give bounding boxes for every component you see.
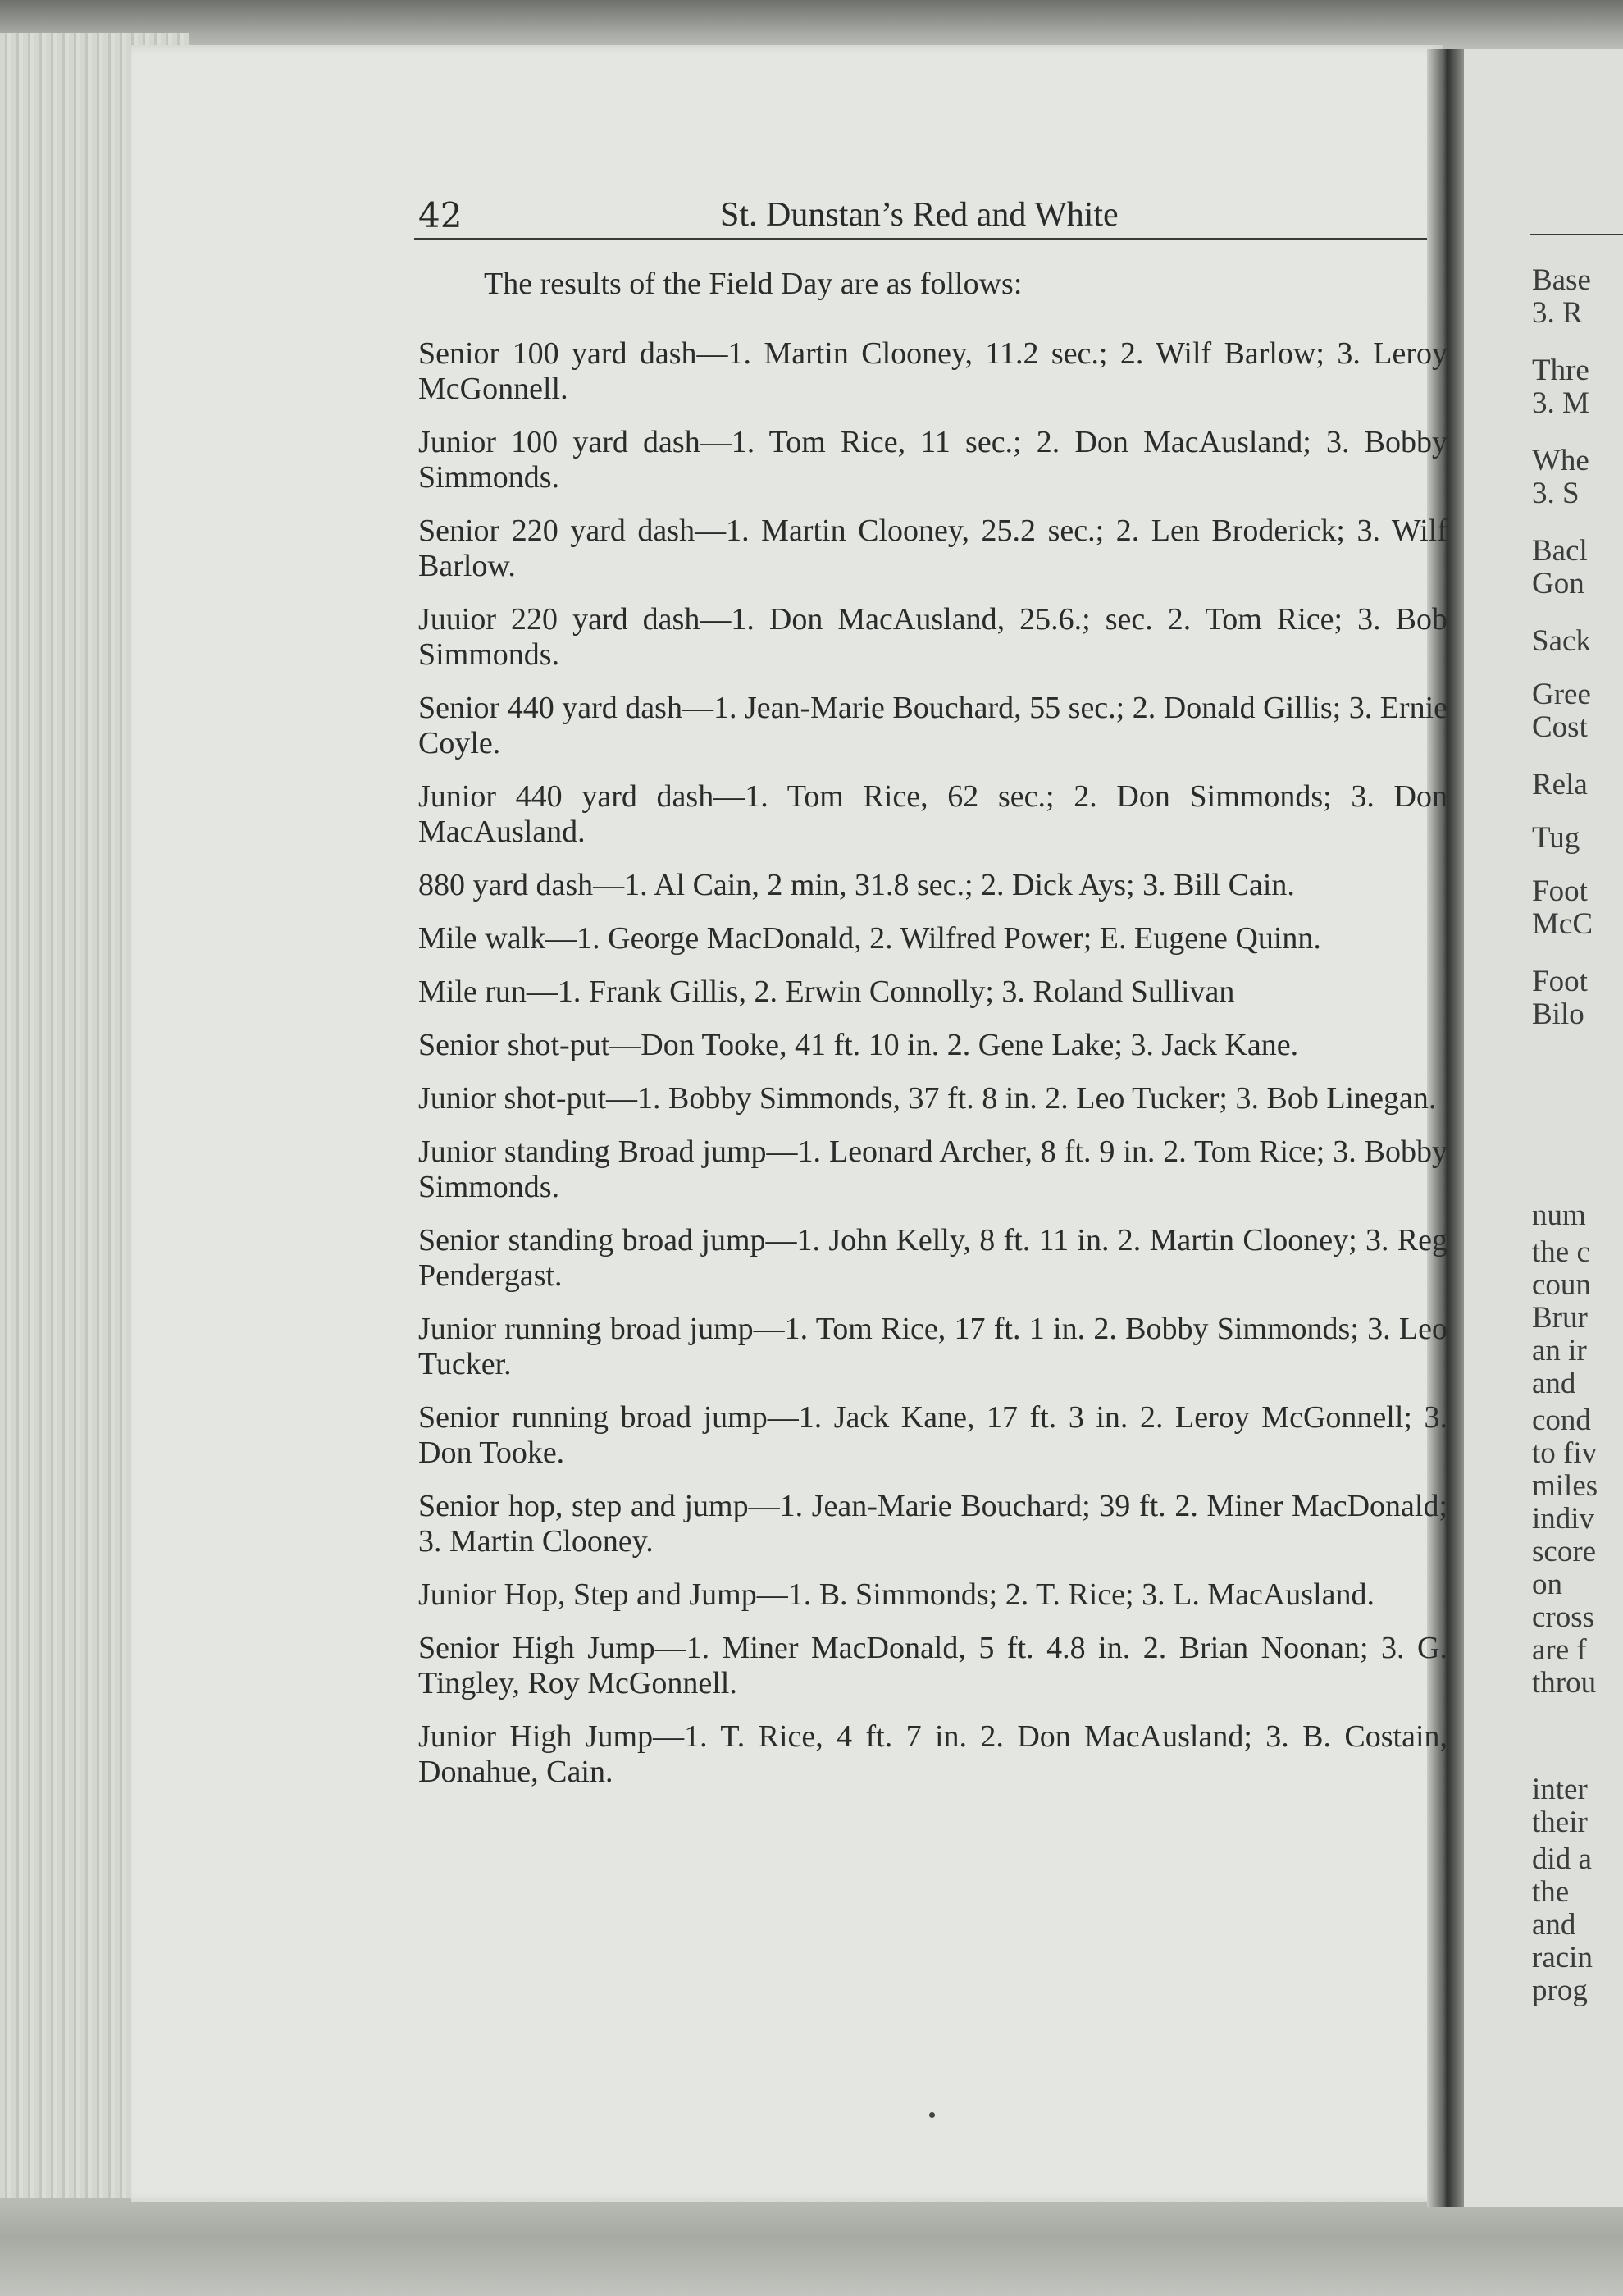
result-entry: Mile run—1. Frank Gillis, 2. Erwin Connolly; 3. Roland Sullivan (418, 975, 1235, 1009)
next-page-fragment: on (1532, 1568, 1562, 1601)
next-page-fragment: their (1532, 1805, 1588, 1839)
result-entry: Junior running broad jump—1. Tom Rice, 17 ft. 1 in. 2. Bobby Simmonds; 3. Leo Tucker. (418, 1312, 1447, 1381)
next-page-fragment: the c (1532, 1235, 1590, 1269)
result-entry: Senior hop, step and jump—1. Jean-Marie Bouchard; 39 ft. 2. Miner MacDonald; 3. Martin Clooney. (418, 1489, 1447, 1559)
result-entry: Senior High Jump—1. Miner MacDonald, 5 ft. 4.8 in. 2. Brian Noonan; 3. G. Tingley, Roy McGonnell. (418, 1631, 1447, 1700)
next-page-fragment: 3. S (1532, 477, 1580, 510)
result-entry: Junior standing Broad jump—1. Leonard Archer, 8 ft. 9 in. 2. Tom Rice; 3. Bobby Simmonds. (418, 1134, 1447, 1204)
header-rule (414, 238, 1427, 240)
next-page-fragment: Brur (1532, 1301, 1588, 1335)
next-page-fragment: and (1532, 1908, 1576, 1942)
next-page-fragment: McC (1532, 907, 1593, 941)
next-page-fragment: racin (1532, 1941, 1593, 1974)
next-page-fragment: to fiv (1532, 1436, 1598, 1470)
intro-line: The results of the Field Day are as follows: (484, 267, 1023, 301)
next-page-fragment: the (1532, 1875, 1570, 1909)
result-entry: Junior High Jump—1. T. Rice, 4 ft. 7 in. 2. Don MacAusland; 3. B. Costain, Donahue, Cain. (418, 1719, 1447, 1789)
next-page-fragment: inter (1532, 1773, 1588, 1806)
next-page-fragment: cond (1532, 1404, 1591, 1437)
next-page-header-rule (1530, 234, 1623, 235)
result-entry: Senior 100 yard dash—1. Martin Clooney, 11.2 sec.; 2. Wilf Barlow; 3. Leroy McGonnell. (418, 336, 1447, 406)
next-page-fragment: Tug (1532, 821, 1580, 855)
result-entry: Junior 100 yard dash—1. Tom Rice, 11 sec.; 2. Don MacAusland; 3. Bobby Simmonds. (418, 425, 1447, 495)
result-entry: Junior 440 yard dash—1. Tom Rice, 62 sec.; 2. Don Simmonds; 3. Don MacAusland. (418, 779, 1447, 849)
next-page-fragment: and (1532, 1367, 1576, 1400)
next-page-fragment: cross (1532, 1600, 1595, 1634)
next-page-fragment: Thre (1532, 354, 1589, 387)
next-page-fragment: did a (1532, 1842, 1592, 1876)
running-title: St. Dunstan’s Red and White (720, 196, 1119, 234)
result-entry: Junior shot-put—1. Bobby Simmonds, 37 ft. 8 in. 2. Leo Tucker; 3. Bob Linegan. (418, 1081, 1437, 1116)
next-page-fragment: score (1532, 1535, 1597, 1568)
result-entry: Juuior 220 yard dash—1. Don MacAusland, 25.6.; sec. 2. Tom Rice; 3. Bob Simmonds. (418, 602, 1447, 672)
next-page-fragment: Gon (1532, 567, 1584, 600)
next-page-fragment: are f (1532, 1633, 1587, 1667)
result-entry: Junior Hop, Step and Jump—1. B. Simmonds; 2. T. Rice; 3. L. MacAusland. (418, 1577, 1375, 1612)
next-page-fragment: throu (1532, 1666, 1597, 1700)
next-page-fragment: Sack (1532, 624, 1591, 658)
book-bottom-edge (0, 2198, 1623, 2296)
page-number: 42 (418, 195, 463, 235)
next-page-fragment: Whe (1532, 444, 1589, 477)
next-page-fragment: indiv (1532, 1502, 1595, 1536)
result-entry: 880 yard dash—1. Al Cain, 2 min, 31.8 sec.; 2. Dick Ays; 3. Bill Cain. (418, 868, 1295, 902)
result-entry: Senior standing broad jump—1. John Kelly, 8 ft. 11 in. 2. Martin Clooney; 3. Reg Pendergast. (418, 1223, 1447, 1293)
next-page-fragment: Rela (1532, 768, 1588, 801)
next-page-fragment: coun (1532, 1268, 1591, 1302)
result-entry: Mile walk—1. George MacDonald, 2. Wilfred Power; E. Eugene Quinn. (418, 921, 1321, 956)
next-page-fragment: num (1532, 1198, 1586, 1232)
result-entry: Senior 220 yard dash—1. Martin Clooney, 25.2 sec.; 2. Len Broderick; 3. Wilf Barlow. (418, 514, 1447, 583)
next-page-fragment: prog (1532, 1974, 1588, 2007)
next-page-fragment: Gree (1532, 678, 1591, 711)
page-speck (929, 2112, 935, 2118)
next-page-fragment: Cost (1532, 710, 1588, 744)
result-entry: Senior running broad jump—1. Jack Kane, 17 ft. 3 in. 2. Leroy McGonnell; 3. Don Tooke. (418, 1400, 1447, 1470)
next-page-fragment: 3. M (1532, 386, 1589, 420)
next-page-fragment: miles (1532, 1469, 1598, 1503)
next-page-fragment: Bilo (1532, 997, 1584, 1031)
result-entry: Senior shot-put—Don Tooke, 41 ft. 10 in. 2. Gene Lake; 3. Jack Kane. (418, 1028, 1299, 1062)
next-page-fragment: Foot (1532, 874, 1588, 908)
next-page-fragment: Bacl (1532, 534, 1588, 568)
next-page-fragment: 3. R (1532, 296, 1583, 330)
next-page-fragment: Base (1532, 263, 1591, 297)
result-entry: Senior 440 yard dash—1. Jean-Marie Bouchard, 55 sec.; 2. Donald Gillis; 3. Ernie Coyle. (418, 691, 1447, 760)
next-page-fragment: Foot (1532, 965, 1588, 998)
field-day-results (418, 267, 1447, 1808)
next-page-fragment: an ir (1532, 1334, 1587, 1367)
